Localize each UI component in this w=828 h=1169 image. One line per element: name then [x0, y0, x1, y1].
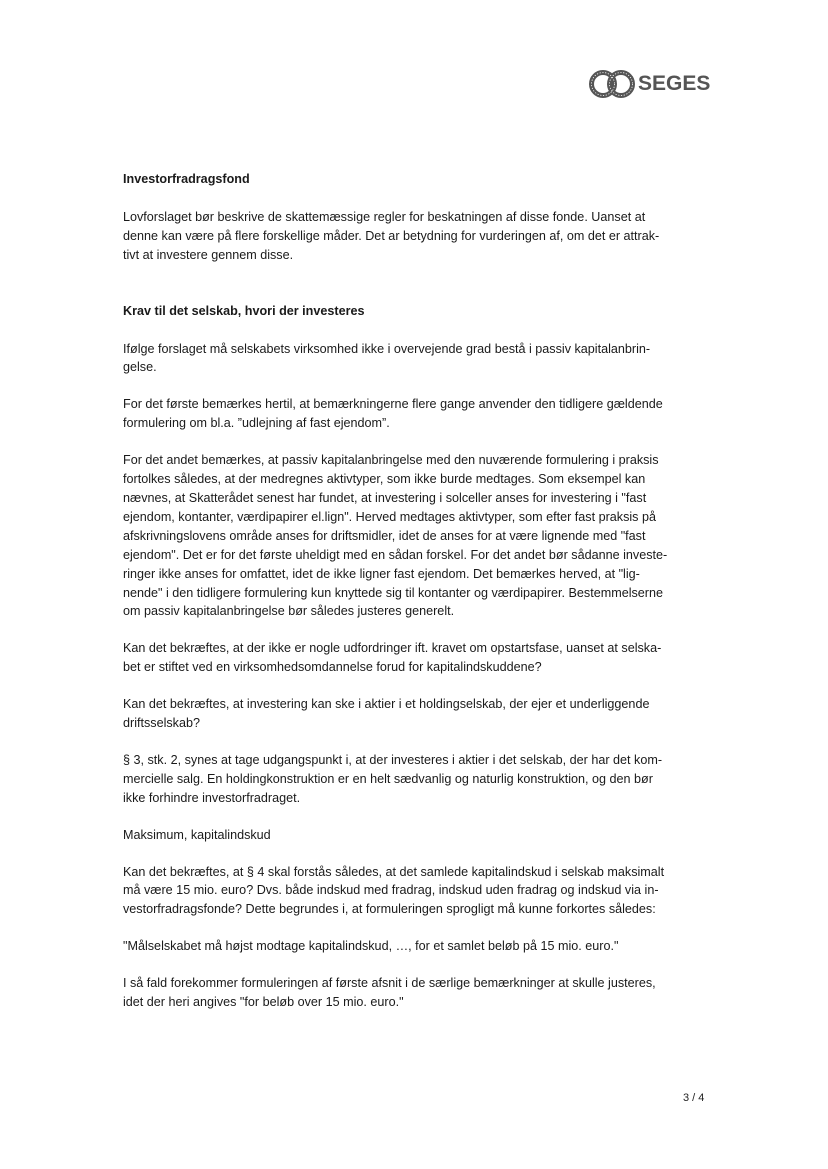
paragraph [123, 863, 703, 920]
text-line: vestorfradragsfonde? Dette begrundes i, at formuleringen sprogligt må kunne forkortes således: [123, 902, 656, 917]
logo-wordmark: SEGES [638, 72, 711, 95]
text-line: bet er stiftet ved en virksomhedsomdannelse forud for kapitalindskuddene? [123, 660, 542, 675]
text-line: ikke forhindre investorfradraget. [123, 790, 301, 805]
text-line: fortolkes således, at der medregnes aktivtyper, som ikke burde medtages. Som eksempel kan [123, 472, 646, 487]
section-heading [123, 170, 703, 189]
text-line: nævnes, at Skatterådet senest har fundet, at investering i solceller anses for investering i "fast [123, 490, 647, 505]
paragraph [123, 340, 703, 378]
text-line: nende" i den tidligere formulering kun knyttede sig til kontanter og værdipapirer. Bestemmelserne [123, 585, 663, 600]
page-number: 3 / 4 [683, 1092, 705, 1104]
text-line: mercielle salg. En holdingkonstruktion er en helt sædvanlig og naturlig konstruktion, og den bør [123, 771, 653, 786]
paragraph [123, 639, 703, 677]
document-body [123, 170, 703, 1012]
text-line: ejendom". Det er for det første uheldigt med en sådan forskel. For det andet bør sådanne investe- [123, 547, 668, 562]
text-line: afskrivningslovens område anses for driftsmidler, idet de anses for at være lignende med "fast [123, 528, 646, 543]
text-line: idet der heri angives "for beløb over 15 mio. euro." [123, 995, 404, 1010]
text-line: I så fald forekommer formuleringen af første afsnit i de særlige bemærkninger at skulle justeres, [123, 976, 656, 991]
text-line: § 3, stk. 2, synes at tage udgangspunkt i, at der investeres i aktier i det selskab, der har det kom- [123, 752, 663, 767]
paragraph [123, 937, 703, 956]
section-heading [123, 302, 703, 321]
text-line: Kan det bekræftes, at investering kan ske i aktier i et holdingselskab, der ejer et underliggende [123, 697, 650, 712]
text-line: Lovforslaget bør beskrive de skattemæssige regler for beskatningen af disse fonde. Uanset at [123, 209, 646, 224]
paragraph [123, 208, 703, 265]
text-line: må være 15 mio. euro? Dvs. både indskud med fradrag, indskud uden fradrag og indskud via in- [123, 883, 659, 898]
text-line: driftsselskab? [123, 716, 200, 731]
text-line: tivt at investere gennem disse. [123, 247, 294, 262]
paragraph [123, 451, 703, 621]
paragraph [123, 395, 703, 433]
text-line: formulering om bl.a. ”udlejning af fast ejendom”. [123, 416, 390, 431]
text-line: Maksimum, kapitalindskud [123, 827, 271, 842]
seges-logo-rings-icon [588, 70, 636, 98]
text-line: Ifølge forslaget må selskabets virksomhed ikke i overvejende grad bestå i passiv kapitalanbrin- [123, 341, 651, 356]
text-line: Kan det bekræftes, at der ikke er nogle udfordringer ift. kravet om opstartsfase, uanset at selska- [123, 641, 662, 656]
text-line: For det andet bemærkes, at passiv kapitalanbringelse med den nuværende formulering i praksis [123, 453, 659, 468]
paragraph [123, 751, 703, 808]
paragraph [123, 826, 703, 845]
text-line: Kan det bekræftes, at § 4 skal forstås således, at det samlede kapitalindskud i selskab maksimalt [123, 864, 665, 879]
seges-logo [588, 70, 710, 98]
paragraph [123, 695, 703, 733]
text-line: ringer ikke anses for omfattet, idet de ikke ligner fast ejendom. Det bemærkes herved, at "lig- [123, 566, 640, 581]
text-line: gelse. [123, 360, 157, 375]
text-line: denne kan være på flere forskellige måder. Det ar betydning for vurderingen af, om det er attrak- [123, 228, 660, 243]
text-line: For det første bemærkes hertil, at bemærkningerne flere gange anvender den tidligere gældende [123, 397, 663, 412]
text-line: Krav til det selskab, hvori der investeres [123, 303, 365, 318]
text-line: ejendom, kontanter, værdipapirer el.lign". Herved medtages aktivtyper, som efter fast praksis på [123, 509, 656, 524]
paragraph [123, 974, 703, 1012]
text-line: "Målselskabet må højst modtage kapitalindskud, …, for et samlet beløb på 15 mio. euro." [123, 939, 619, 954]
text-line: Investorfradragsfond [123, 172, 250, 186]
text-line: om passiv kapitalanbringelse bør således justeres generelt. [123, 604, 455, 619]
